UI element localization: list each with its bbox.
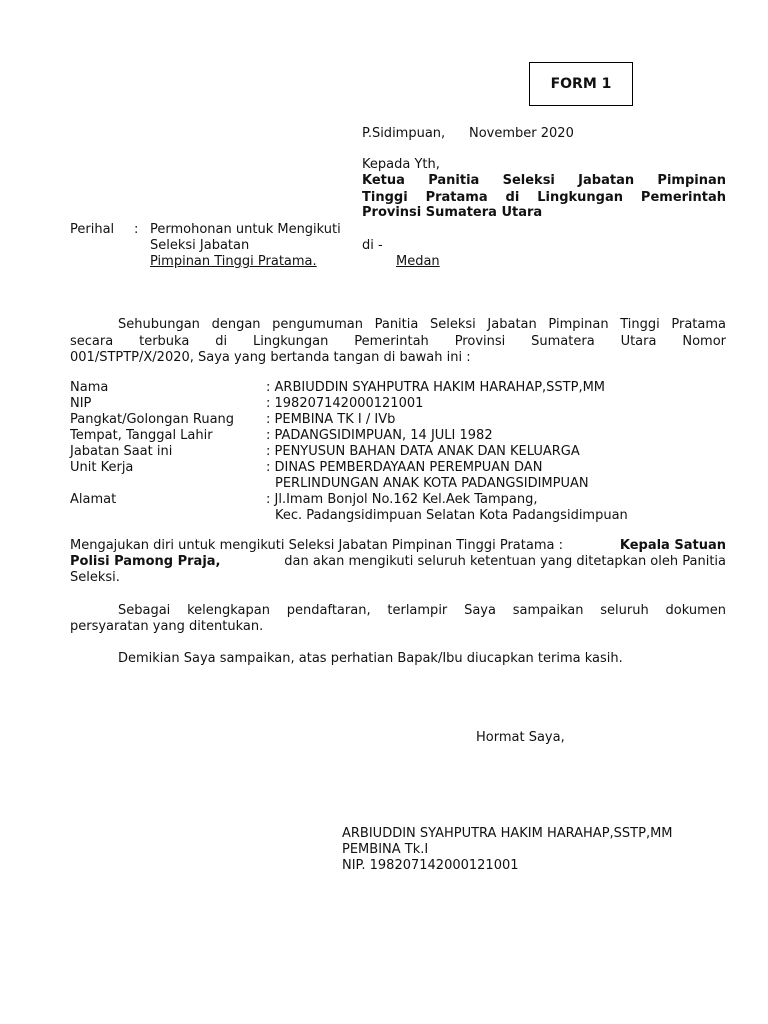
field-label: Jabatan Saat ini — [70, 444, 173, 459]
form-label-box — [529, 62, 633, 106]
recipient-di: di - — [362, 238, 383, 253]
recipient-city: Medan — [396, 254, 440, 269]
closing-sentence: Demikian Saya sampaikan, atas perhatian Bapak/Ibu diucapkan terima kasih. — [118, 651, 623, 666]
month-year: November 2020 — [469, 126, 574, 141]
field-value-cont: Kec. Padangsidimpuan Selatan Kota Padangsidimpuan — [275, 508, 628, 523]
form-label: FORM 1 — [550, 76, 612, 92]
intro-line-2: secara terbuka di Lingkungan Pemerintah Provinsi Sumatera Utara Nomor — [70, 334, 726, 349]
perihal-colon: : — [134, 222, 139, 237]
greeting: Hormat Saya, — [476, 730, 565, 745]
field-value: : DINAS PEMBERDAYAAN PEREMPUAN DAN — [266, 460, 543, 475]
field-value: : 198207142000121001 — [266, 396, 424, 411]
field-label: Nama — [70, 380, 109, 395]
signer-nip: NIP. 198207142000121001 — [342, 858, 519, 873]
place-date: P.Sidimpuan, — [362, 126, 446, 141]
apply-line-2-text: dan akan mengikuti seluruh ketentuan yang ditetapkan oleh Panitia — [284, 554, 726, 569]
field-value: : PEMBINA TK I / IVb — [266, 412, 396, 427]
recipient-line-2: Tinggi Pratama di Lingkungan Pemerintah — [362, 190, 726, 205]
kepada-yth: Kepada Yth, — [362, 157, 440, 172]
perihal-line-1: Permohonan untuk Mengikuti — [150, 222, 341, 237]
field-value: : Jl.Imam Bonjol No.162 Kel.Aek Tampang, — [266, 492, 538, 507]
field-value-cont: PERLINDUNGAN ANAK KOTA PADANGSIDIMPUAN — [275, 476, 589, 491]
apply-position-part-1: Kepala Satuan — [619, 538, 726, 553]
signer-name: ARBIUDDIN SYAHPUTRA HAKIM HARAHAP,SSTP,MM — [342, 826, 673, 841]
apply-line-1-text: Mengajukan diri untuk mengikuti Seleksi Jabatan Pimpinan Tinggi Pratama : — [70, 538, 563, 553]
field-value: : PENYUSUN BAHAN DATA ANAK DAN KELUARGA — [266, 444, 580, 459]
field-label: Pangkat/Golongan Ruang — [70, 412, 235, 427]
perihal-line-3: Pimpinan Tinggi Pratama. — [150, 254, 317, 269]
field-label: Unit Kerja — [70, 460, 134, 475]
perihal-label: Perihal — [70, 222, 115, 237]
kelengkapan-line-2: persyaratan yang ditentukan. — [70, 619, 264, 634]
perihal-line-2: Seleksi Jabatan — [150, 238, 250, 253]
field-value: : ARBIUDDIN SYAHPUTRA HAKIM HARAHAP,SSTP,MM — [266, 380, 606, 395]
apply-line-3: Seleksi. — [70, 570, 120, 585]
apply-line-1 — [70, 538, 726, 553]
signer-rank: PEMBINA Tk.I — [342, 842, 429, 857]
recipient-line-3: Provinsi Sumatera Utara — [362, 205, 543, 220]
intro-line-1: Sehubungan dengan pengumuman Panitia Seleksi Jabatan Pimpinan Tinggi Pratama — [118, 317, 726, 332]
recipient-line-1: Ketua Panitia Seleksi Jabatan Pimpinan — [362, 173, 726, 188]
field-value: : PADANGSIDIMPUAN, 14 JULI 1982 — [266, 428, 493, 443]
field-label: NIP — [70, 396, 92, 411]
field-label: Alamat — [70, 492, 117, 507]
intro-line-3: 001/STPTP/X/2020, Saya yang bertanda tangan di bawah ini : — [70, 350, 471, 365]
apply-line-2 — [70, 554, 726, 569]
field-label: Tempat, Tanggal Lahir — [70, 428, 213, 443]
kelengkapan-line-1: Sebagai kelengkapan pendaftaran, terlampir Saya sampaikan seluruh dokumen — [118, 603, 726, 618]
apply-position-part-2: Polisi Pamong Praja, — [70, 554, 221, 569]
